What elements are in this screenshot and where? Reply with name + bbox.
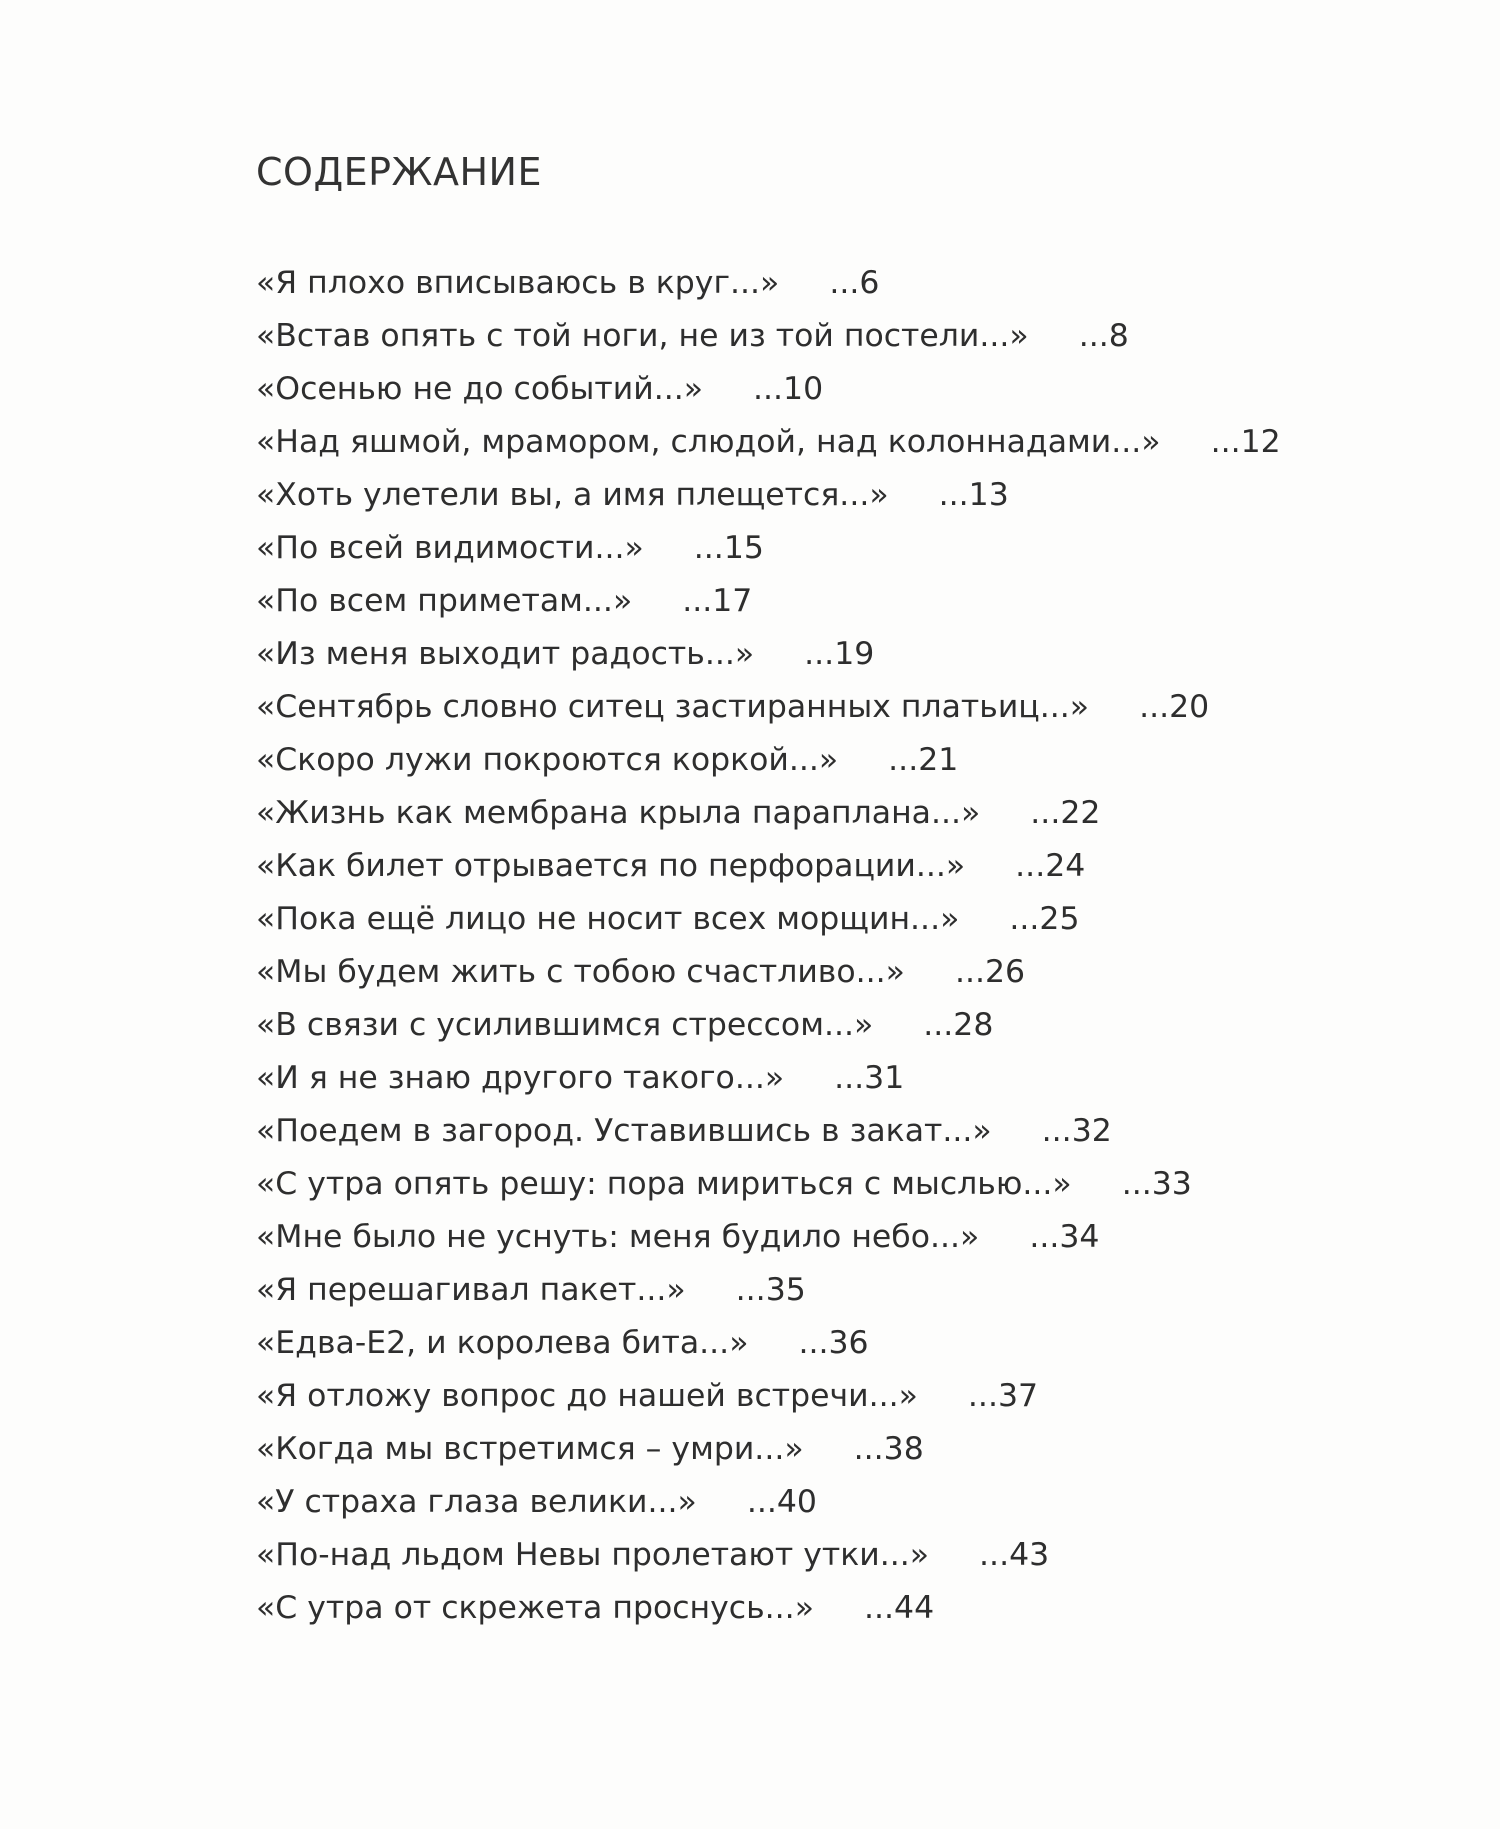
toc-entry xyxy=(256,1482,1406,1535)
toc-entry-page-number: ...44 xyxy=(863,1590,935,1626)
toc-entry-title: «У страха глаза велики...» xyxy=(256,1484,697,1520)
toc-entry-title: «Скоро лужи покроются коркой...» xyxy=(256,742,839,778)
toc-entry-page-number: ...17 xyxy=(682,583,753,619)
toc-entry-title: «Пока ещё лицо не носит всех морщин...» xyxy=(256,901,960,937)
toc-entry xyxy=(256,581,1406,634)
toc-entry-title: «По-над льдом Невы пролетают утки...» xyxy=(256,1537,930,1573)
toc-entry-title: «Мне было не уснуть: меня будило небо...» xyxy=(256,1219,980,1255)
toc-entry xyxy=(256,1111,1406,1164)
toc-entry xyxy=(256,1005,1406,1058)
toc-entry-title: «Едва-Е2, и королева бита...» xyxy=(256,1325,749,1361)
toc-entry-title: «Встав опять с той ноги, не из той постели...» xyxy=(256,318,1029,354)
toc-entry xyxy=(256,740,1406,793)
toc-entry xyxy=(256,422,1406,475)
toc-entry xyxy=(256,1376,1406,1429)
table-of-contents xyxy=(256,263,1406,1641)
toc-entry xyxy=(256,1323,1406,1376)
toc-entry-title: «Я отложу вопрос до нашей встречи...» xyxy=(256,1378,918,1414)
toc-entry-page-number: ...22 xyxy=(1030,795,1101,831)
toc-entry-page-number: ...32 xyxy=(1041,1113,1112,1149)
toc-entry xyxy=(256,1164,1406,1217)
toc-entry-title: «Поедем в загород. Уставившись в закат...» xyxy=(256,1113,992,1149)
toc-entry-page-number: ...21 xyxy=(888,742,959,778)
toc-entry-title: «Когда мы встретимся – умри...» xyxy=(256,1431,804,1467)
toc-entry-title: «Мы будем жить с тобою счастливо...» xyxy=(256,954,905,990)
page-title: СОДЕРЖАНИЕ xyxy=(256,150,542,194)
toc-entry-title: «Сентябрь словно ситец застиранных платьиц...» xyxy=(256,689,1090,725)
toc-entry-page-number: ...31 xyxy=(834,1060,905,1096)
toc-entry-page-number: ...40 xyxy=(746,1484,817,1520)
toc-entry-title: «По всем приметам...» xyxy=(256,583,633,619)
toc-entry-page-number: ...36 xyxy=(798,1325,869,1361)
toc-entry xyxy=(256,793,1406,846)
toc-entry xyxy=(256,1429,1406,1482)
toc-entry-page-number: ...12 xyxy=(1210,424,1281,460)
toc-entry-title: «С утра опять решу: пора мириться с мыслью...» xyxy=(256,1166,1072,1202)
toc-entry-page-number: ...10 xyxy=(753,371,824,407)
toc-entry xyxy=(256,369,1406,422)
toc-entry xyxy=(256,634,1406,687)
toc-entry-page-number: ...19 xyxy=(804,636,875,672)
toc-entry xyxy=(256,316,1406,369)
toc-entry-title: «Жизнь как мембрана крыла параплана...» xyxy=(256,795,981,831)
toc-entry-page-number: ...37 xyxy=(967,1378,1039,1414)
toc-entry-page-number: ...25 xyxy=(1009,901,1080,937)
toc-entry xyxy=(256,846,1406,899)
toc-entry xyxy=(256,899,1406,952)
toc-entry xyxy=(256,1270,1406,1323)
toc-entry-page-number: ...28 xyxy=(923,1007,994,1043)
toc-entry-page-number: ...8 xyxy=(1078,318,1129,354)
toc-entry-title: «Над яшмой, мрамором, слюдой, над колоннадами...» xyxy=(256,424,1161,460)
toc-entry-title: «По всей видимости...» xyxy=(256,530,644,566)
toc-entry-page-number: ...24 xyxy=(1015,848,1086,884)
toc-entry-title: «Хоть улетели вы, а имя плещется...» xyxy=(256,477,889,513)
toc-entry-page-number: ...38 xyxy=(853,1431,924,1467)
toc-entry-page-number: ...13 xyxy=(938,477,1009,513)
toc-entry-title: «И я не знаю другого такого...» xyxy=(256,1060,785,1096)
toc-entry-page-number: ...26 xyxy=(954,954,1026,990)
toc-entry xyxy=(256,1535,1406,1588)
toc-entry-title: «Я плохо вписываюсь в круг...» xyxy=(256,265,780,301)
toc-entry-page-number: ...34 xyxy=(1029,1219,1100,1255)
toc-entry-page-number: ...15 xyxy=(693,530,764,566)
toc-entry xyxy=(256,528,1406,581)
toc-entry xyxy=(256,1217,1406,1270)
toc-entry-page-number: ...6 xyxy=(829,265,880,301)
toc-entry-title: «В связи с усилившимся стрессом...» xyxy=(256,1007,874,1043)
toc-entry xyxy=(256,687,1406,740)
toc-entry xyxy=(256,1058,1406,1111)
toc-entry xyxy=(256,263,1406,316)
toc-entry-title: «Осенью не до событий...» xyxy=(256,371,703,407)
toc-entry-title: «С утра от скрежета проснусь...» xyxy=(256,1590,814,1626)
toc-entry xyxy=(256,952,1406,1005)
toc-entry-title: «Я перешагивал пакет...» xyxy=(256,1272,686,1308)
toc-entry xyxy=(256,475,1406,528)
toc-entry-page-number: ...35 xyxy=(735,1272,806,1308)
toc-entry-title: «Как билет отрывается по перфорации...» xyxy=(256,848,966,884)
toc-entry-page-number: ...33 xyxy=(1121,1166,1192,1202)
toc-entry-page-number: ...43 xyxy=(979,1537,1050,1573)
toc-entry xyxy=(256,1588,1406,1641)
toc-entry-page-number: ...20 xyxy=(1139,689,1210,725)
toc-entry-title: «Из меня выходит радость...» xyxy=(256,636,755,672)
